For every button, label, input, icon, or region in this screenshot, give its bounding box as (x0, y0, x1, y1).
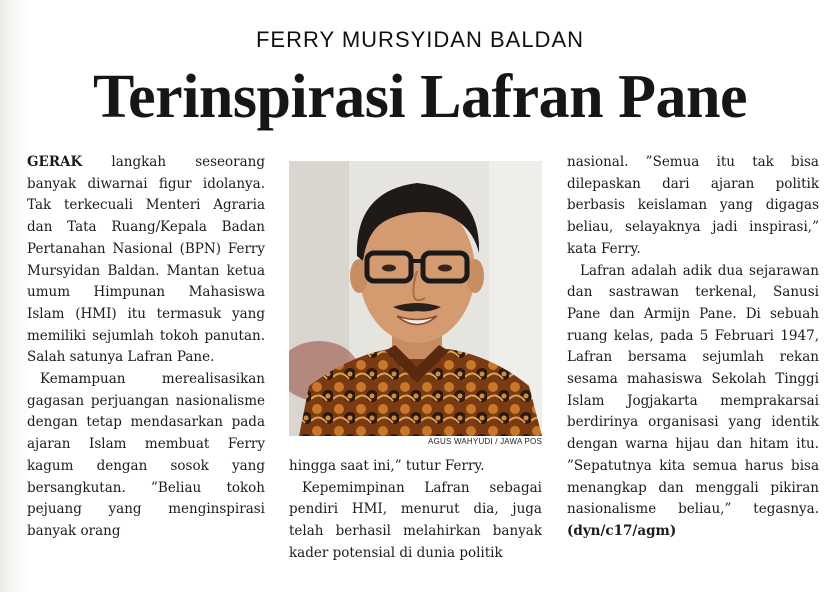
paragraph: hingga saat ini,” tutur Ferry. (289, 458, 485, 474)
paragraph: Kepemimpinan Lafran sebagai pendiri HMI, menurut dia, juga telah berhasil melahirkan banyak kader potensial di dunia politik (289, 479, 542, 561)
paragraph-text: langkah seseorang banyak diwarnai figur idolanya. Tak terkecuali Menteri Agraria dan Tata Ruang/Kepala Badan Pertanahan Nasional (BPN) Ferry Mursyidan Baldan. Mantan ketua umum Himpunan Mahasiswa Islam (HMI) itu termasuk yang memiliki sejumlah tokoh panutan. Salah satunya Lafran Pane. (27, 154, 265, 366)
paragraph: nasional. ”Semua itu tak bisa dilepaskan dari ajaran politik berbasis keislaman yang digagas beliau, selayaknya jadi inspirasi,” kata Ferry. (567, 154, 819, 257)
article-column-3 (567, 152, 819, 543)
paragraph: Kemampuan merealisasikan gagasan perjuangan nasionalisme dengan tetap mendasarkan pada ajaran Islam membuat Ferry kagum dengan sosok yang bersangkutan. ”Beliau tokoh pejuang yang menginspirasi banyak orang (27, 371, 265, 539)
paragraph (27, 152, 265, 369)
portrait-photo (289, 161, 542, 436)
article-headline: Terinspirasi Lafran Pane (93, 63, 747, 131)
photo-credit: AGUS WAHYUDI / JAWA POS (428, 437, 542, 446)
article-signoff: (dyn/c17/agm) (567, 522, 677, 539)
article-kicker: FERRY MURSYIDAN BALDAN (255, 27, 585, 52)
article-column-1 (27, 152, 265, 543)
lead-word: GERAK (27, 154, 83, 170)
portrait-illustration (289, 161, 542, 436)
paragraph-text: Lafran adalah adik dua sejarawan dan sastrawan terkenal, Sanusi Pane dan Armijn Pane. Di sebuah ruang kelas, pada 5 Februari 1947, Lafran bersama sejumlah rekan sesama mahasiswa Sekolah Tinggi Islam Jogjakarta memprakarsai berdirinya organisasi yang identik dengan warna hijau dan hitam itu. ”Sepatutnya kita semua harus bisa menangkap dan menggali pikiran nasionalisme beliau,” tegasnya. (567, 262, 819, 518)
paragraph (567, 261, 819, 543)
article-column-2 (289, 456, 542, 565)
